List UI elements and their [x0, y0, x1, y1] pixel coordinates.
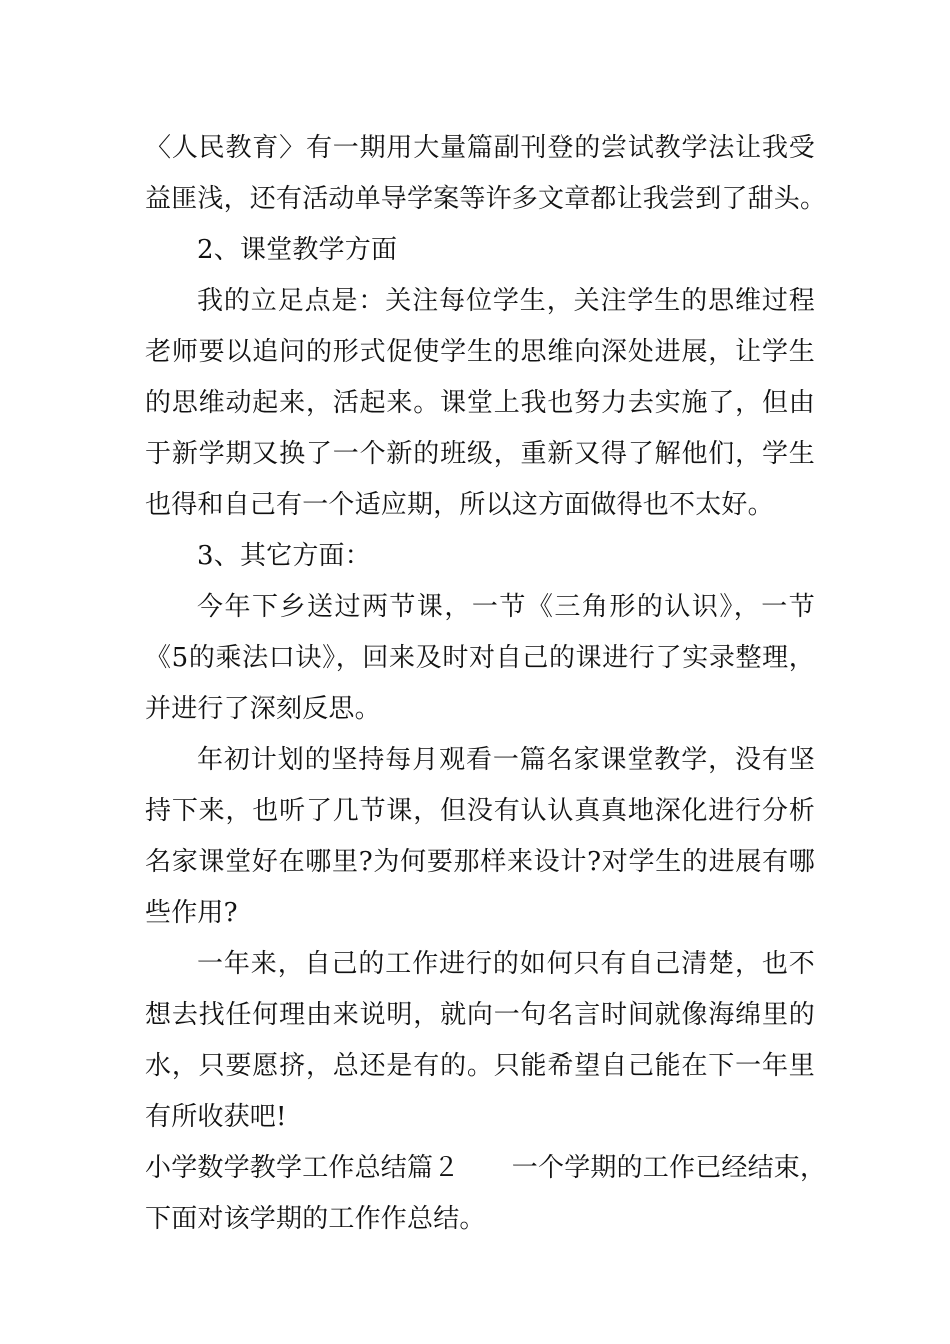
text-line: 一年来，自己的工作进行的如何只有自己清楚，也不 [197, 949, 815, 979]
text-line: 〈人民教育〉有一期用大量篇副刊登的尝试教学法让我受 [145, 133, 815, 163]
text-line: 益匪浅，还有活动单导学案等许多文章都让我尝到了甜头。 [145, 184, 827, 214]
text-line: 年初计划的坚持每月观看一篇名家课堂教学，没有坚 [197, 745, 815, 775]
text-line: 水，只要愿挤，总还是有的。只能希望自己能在下一年里 [145, 1051, 815, 1081]
text-line: 有所收获吧! [145, 1102, 287, 1132]
text-line: 《5的乘法口诀》，回来及时对自己的课进行了实录整理， [145, 643, 815, 673]
article-title-line: 小学数学教学工作总结篇２ 一个学期的工作已经结束， [145, 1153, 827, 1183]
section-heading: 3、其它方面： [197, 541, 371, 571]
section-heading: 2、课堂教学方面 [197, 235, 398, 265]
text-line: 老师要以追问的形式促使学生的思维向深处进展，让学生 [145, 337, 815, 367]
text-line: 也得和自己有一个适应期，所以这方面做得也不太好。 [145, 490, 774, 520]
text-line: 持下来，也听了几节课，但没有认认真真地深化进行分析 [145, 796, 815, 826]
text-line: 于新学期又换了一个新的班级，重新又得了解他们，学生 [145, 439, 815, 469]
text-line: 我的立足点是：关注每位学生，关注学生的思维过程 [197, 286, 815, 316]
text-line: 些作用? [145, 898, 238, 928]
text-line: 今年下乡送过两节课，一节《三角形的认识》，一节 [197, 592, 815, 622]
text-line: 的思维动起来，活起来。课堂上我也努力去实施了，但由 [145, 388, 815, 418]
text-line: 名家课堂好在哪里?为何要那样来设计?对学生的进展有哪 [145, 847, 815, 877]
text-line: 下面对该学期的工作作总结。 [145, 1204, 486, 1234]
text-line: 并进行了深刻反思。 [145, 694, 381, 724]
text-line: 想去找任何理由来说明，就向一句名言时间就像海绵里的 [145, 1000, 815, 1030]
